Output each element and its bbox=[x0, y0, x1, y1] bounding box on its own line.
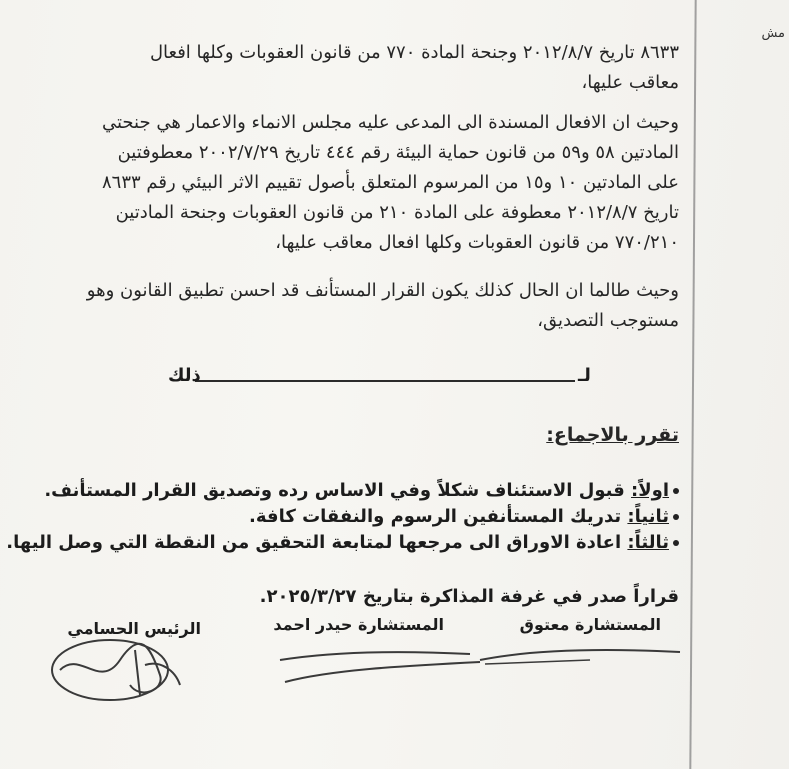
issued-line: قراراً صدر في غرفة المذاكرة بتاريخ ٢٠٢٥/٣/٢٧. bbox=[259, 586, 679, 607]
councillor-2-signature-icon bbox=[270, 640, 490, 690]
councillor-1-signature-icon bbox=[470, 640, 690, 680]
text-line-p1-2: معاقب عليها، bbox=[581, 72, 679, 93]
text-line-p2-5: ٧٧٠/٢١٠ من قانون العقوبات وكلها افعال معاقب عليها، bbox=[275, 232, 679, 253]
signatory-councillor-2: المستشارة حيدر احمد bbox=[273, 615, 444, 634]
text-line-p1-1: ٨٦٣٣ تاريخ ٢٠١٢/٨/٧ وجنحة المادة ٧٧٠ من قانون العقوبات وكلها افعال bbox=[149, 42, 679, 63]
text-line-p2-3: على المادتين ١٠ و١٥ من المرسوم المتعلق بأصول تقييم الاثر البيئي رقم ٨٦٣٣ bbox=[101, 172, 679, 193]
margin-line bbox=[689, 0, 696, 769]
bullet-icon bbox=[673, 488, 679, 494]
item-1-text: قبول الاستئناف شكلاً وفي الاساس رده وتصديق القرار المستأنف. bbox=[44, 480, 625, 501]
decision-item-1 bbox=[44, 480, 679, 502]
text-line-p2-4: تاريخ ٢٠١٢/٨/٧ معطوفة على المادة ٢١٠ من قانون العقوبات وجنحة المادتين bbox=[115, 202, 679, 223]
decision-item-3 bbox=[6, 532, 679, 554]
bullet-icon bbox=[673, 514, 679, 520]
dhalik-label: ذلك bbox=[168, 365, 201, 386]
corner-fragment: مش bbox=[761, 26, 785, 41]
text-line-p3-1: وحيث طالما ان الحال كذلك يكون القرار المستأنف قد احسن تطبيق القانون وهو bbox=[86, 280, 679, 301]
bullet-icon bbox=[673, 540, 679, 546]
text-line-p3-2: مستوجب التصديق، bbox=[537, 310, 679, 331]
dhalik-rule bbox=[195, 380, 575, 382]
item-2-label: ثانياً: bbox=[627, 506, 669, 527]
signatory-councillor-1: المستشارة معتوق bbox=[519, 615, 661, 634]
item-1-label: اولاً: bbox=[631, 480, 669, 501]
item-3-label: ثالثاً: bbox=[627, 532, 669, 553]
item-3-text: اعادة الاوراق الى مرجعها لمتابعة التحقيق من النقطة التي وصل اليها. bbox=[6, 532, 622, 553]
president-signature-icon bbox=[40, 630, 200, 710]
text-line-p2-1: وحيث ان الافعال المسندة الى المدعى عليه مجلس الانماء والاعمار هي جنحتي bbox=[101, 112, 679, 133]
lam-label: لـ bbox=[578, 365, 591, 386]
decision-heading: تقرر بالاجماع: bbox=[546, 424, 679, 446]
text-line-p2-2: المادتين ٥٨ و٥٩ من قانون حماية البيئة رقم ٤٤٤ تاريخ ٢٠٠٢/٧/٢٩ معطوفتين bbox=[117, 142, 679, 163]
item-2-text: تدريك المستأنفين الرسوم والنفقات كافة. bbox=[249, 506, 622, 527]
decision-item-2 bbox=[249, 506, 679, 528]
signatory-president: الرئيس الحسامي bbox=[67, 619, 201, 638]
